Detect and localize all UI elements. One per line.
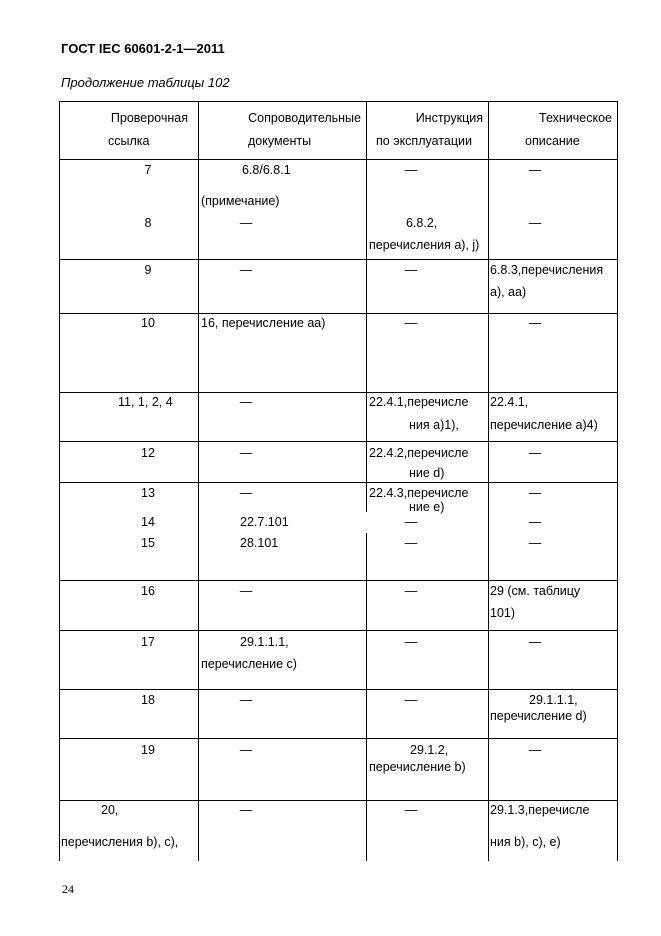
ref-cell: 17 (141, 635, 155, 649)
dash-cell: — (528, 536, 542, 550)
dash-cell: — (239, 395, 253, 409)
table-left-border (59, 101, 60, 861)
instr-cell: 22.4.1,перечисле (369, 395, 469, 409)
dash-cell: — (528, 163, 542, 177)
instr-cell-line2: перечисления а), j) (369, 238, 480, 252)
header-col4-line1: Техническое (539, 111, 612, 125)
column-border (488, 101, 489, 861)
instr-cell-line2: ния а)1), (409, 418, 459, 432)
header-col4-line2: описание (525, 134, 580, 148)
dash-cell: — (239, 743, 253, 757)
dash-cell: — (239, 263, 253, 277)
ref-cell: 13 (141, 486, 155, 500)
doc-cell: 16, перечисление аа) (201, 316, 326, 330)
row-border (59, 800, 618, 801)
doc-cell: 28.101 (240, 536, 279, 550)
dash-cell: — (404, 803, 418, 817)
doc-cell-note: (примечание) (201, 194, 280, 208)
tech-cell: 29 (см. таблицу (490, 584, 581, 598)
ref-cell: 9 (144, 263, 152, 277)
instr-cell: 22.4.3,перечисле (369, 486, 469, 500)
dash-cell: — (239, 693, 253, 707)
row-border (59, 482, 618, 483)
ref-cell: 12 (141, 446, 155, 460)
instr-cell-line2: ние е) (409, 500, 445, 514)
dash-cell: — (404, 263, 418, 277)
row-border (59, 630, 618, 631)
row-border (59, 392, 618, 393)
tech-cell: 29.1.3,перечисле (490, 803, 590, 817)
instr-cell-line2: ние d) (409, 466, 445, 480)
header-col2-line1: Сопроводительные (248, 111, 361, 125)
dash-cell: — (404, 316, 418, 330)
tech-cell: 22.4.1, (490, 395, 529, 409)
row-border (59, 313, 618, 314)
table-caption: Продолжение таблицы 102 (61, 75, 230, 90)
dash-cell: — (528, 635, 542, 649)
dash-cell: — (404, 635, 418, 649)
dash-cell: — (239, 803, 253, 817)
dash-cell: — (239, 584, 253, 598)
instr-cell: 6.8.2, (406, 216, 438, 230)
instr-cell-line2: перечисление b) (369, 760, 466, 774)
dash-cell: — (404, 536, 418, 550)
ref-cell: 14 (141, 515, 155, 529)
table-top-border (59, 101, 618, 102)
dash-cell: — (239, 486, 253, 500)
standard-title: ГОСТ IEC 60601-2-1—2011 (61, 41, 225, 56)
ref-cell: 11, 1, 2, 4 (118, 395, 173, 409)
tech-cell-line2: ния b), с), е) (490, 835, 561, 849)
ref-cell-line2: перечисления b), с), (61, 835, 179, 849)
dash-cell: — (528, 446, 542, 460)
tech-cell-line2: 101) (490, 606, 516, 620)
ref-cell: 20, (101, 803, 119, 817)
dash-cell: — (404, 584, 418, 598)
doc-cell: 22.7.101 (240, 515, 289, 529)
table-right-border (617, 101, 618, 861)
ref-cell: 18 (141, 693, 155, 707)
dash-cell: — (404, 693, 418, 707)
row-border (59, 259, 618, 260)
tech-cell-line2: перечисление а)4) (490, 418, 598, 432)
dash-cell: — (404, 163, 418, 177)
row-border (59, 580, 618, 581)
dash-cell: — (528, 316, 542, 330)
column-border (198, 101, 199, 861)
header-col1-line2: ссылка (108, 134, 150, 148)
header-col3-line2: по эксплуатации (376, 134, 472, 148)
dash-cell: — (528, 743, 542, 757)
header-bottom-border (59, 159, 618, 160)
row-border (59, 738, 618, 739)
doc-cell: 29.1.1.1, (240, 635, 289, 649)
dash-cell: — (239, 216, 253, 230)
dash-cell: — (528, 515, 542, 529)
row-border (59, 689, 618, 690)
column-border (366, 101, 367, 512)
dash-cell: — (239, 446, 253, 460)
dash-cell: — (528, 486, 542, 500)
ref-cell: 15 (141, 536, 155, 550)
tech-cell: 29.1.1.1, (529, 693, 578, 707)
header-col1-line1: Проверочная (110, 111, 188, 125)
tech-cell: 6.8.3,перечисления (490, 263, 604, 277)
tech-cell-line2: а), аа) (490, 285, 527, 299)
ref-cell: 8 (144, 216, 152, 230)
row-border (59, 441, 618, 442)
header-col3-line1: Инструкция (415, 111, 483, 125)
instr-cell: 22.4.2,перечисле (369, 446, 469, 460)
dash-cell: — (404, 515, 418, 529)
ref-cell: 19 (141, 743, 155, 757)
column-border (366, 533, 367, 861)
ref-cell: 10 (141, 316, 155, 330)
dash-cell: — (528, 216, 542, 230)
tech-cell-line2: перечисление d) (490, 709, 587, 723)
page-number: 24 (62, 882, 74, 896)
ref-cell: 16 (141, 584, 155, 598)
instr-cell: 29.1.2, (410, 743, 449, 757)
doc-cell-line2: перечисление с) (201, 657, 297, 671)
header-col2-line2: документы (248, 134, 312, 148)
ref-cell: 7 (144, 163, 152, 177)
doc-cell: 6.8/6.8.1 (242, 163, 291, 177)
